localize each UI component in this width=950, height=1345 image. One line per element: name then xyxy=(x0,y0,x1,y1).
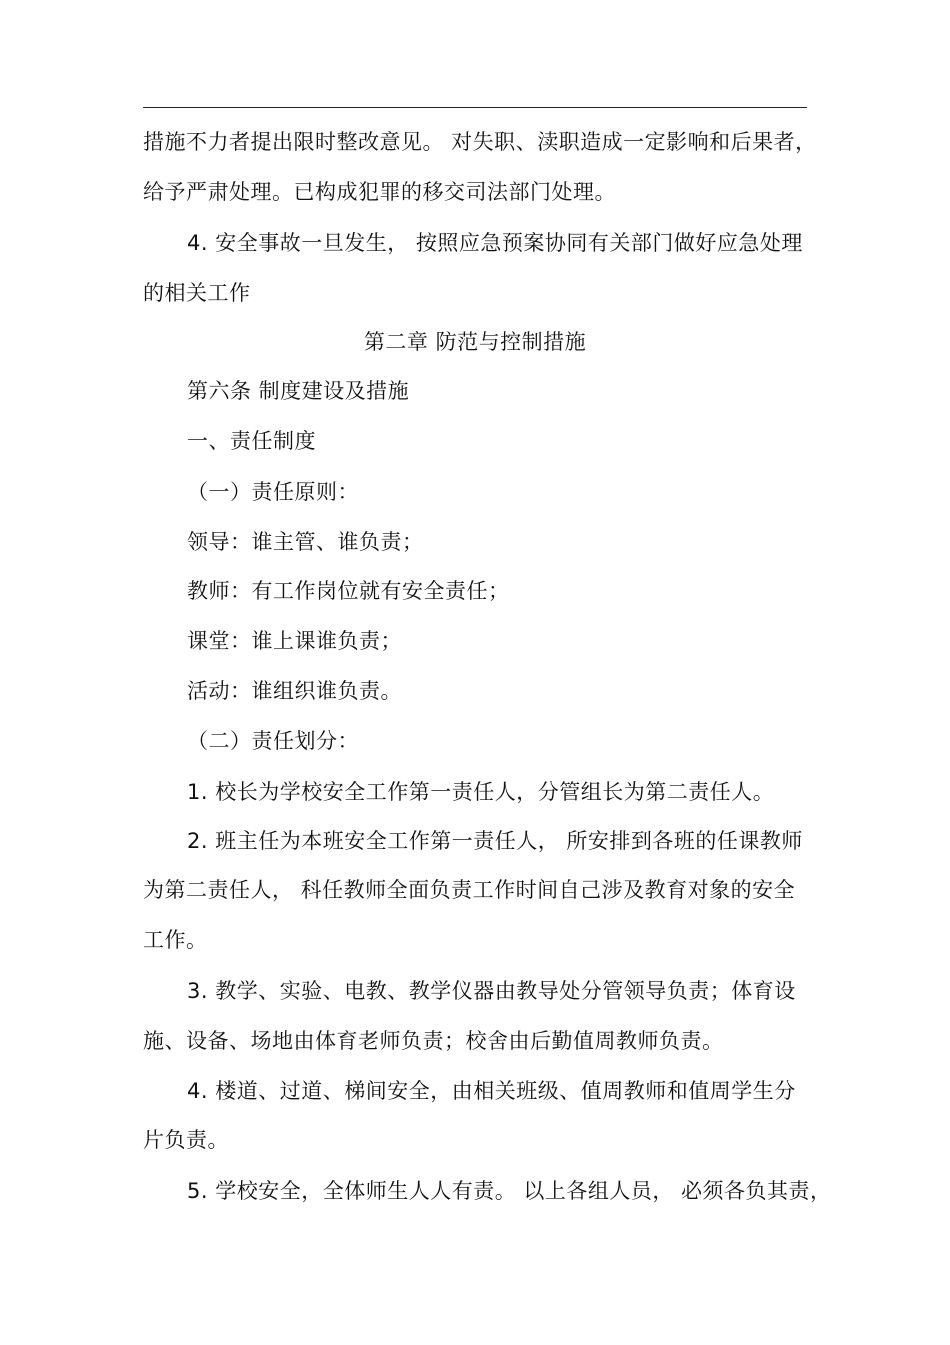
subsection-heading: （二）责任划分： xyxy=(187,729,359,753)
text-line: 措施不力者提出限时整改意见。 对失职、渎职造成一定影响和后果者， xyxy=(143,130,817,154)
text-line: 给予严肃处理。已构成犯罪的移交司法部门处理。 xyxy=(143,180,616,204)
text-line: 1. 校长为学校安全工作第一责任人，分管组长为第二责任人。 xyxy=(187,780,775,804)
text-line: 4. 楼道、过道、梯间安全，由相关班级、值周教师和值周学生分 xyxy=(187,1079,796,1103)
text-line: 为第二责任人， 科任教师全面负责工作时间自己涉及教育对象的安全 xyxy=(143,878,796,902)
text-line: 片负责。 xyxy=(143,1128,229,1152)
text-line: 领导：谁主管、谁负责； xyxy=(187,530,424,554)
chapter-heading: 第二章 防范与控制措施 xyxy=(363,330,587,354)
text-line: 5. 学校安全，全体师生人人有责。 以上各组人员， 必须各负其责， xyxy=(187,1179,832,1203)
text-line: 活动：谁组织谁负责。 xyxy=(187,679,402,703)
subsection-heading: （一）责任原则： xyxy=(187,480,359,504)
text-line: 教师：有工作岗位就有安全责任； xyxy=(187,579,510,603)
article-heading: 第六条 制度建设及措施 xyxy=(187,379,410,403)
header-rule xyxy=(143,107,807,108)
section-heading: 一、责任制度 xyxy=(187,429,316,453)
text-line: 3. 教学、实验、电教、教学仪器由教导处分管领导负责；体育设 xyxy=(187,979,796,1003)
text-line: 4. 安全事故一旦发生， 按照应急预案协同有关部门做好应急处理 xyxy=(187,231,803,255)
text-line: 2. 班主任为本班安全工作第一责任人， 所安排到各班的任课教师 xyxy=(187,829,803,853)
text-line: 工作。 xyxy=(143,928,208,952)
text-line: 施、设备、场地由体育老师负责；校舍由后勤值周教师负责。 xyxy=(143,1029,724,1053)
text-line: 的相关工作 xyxy=(143,281,251,305)
text-line: 课堂：谁上课谁负责； xyxy=(187,629,402,653)
